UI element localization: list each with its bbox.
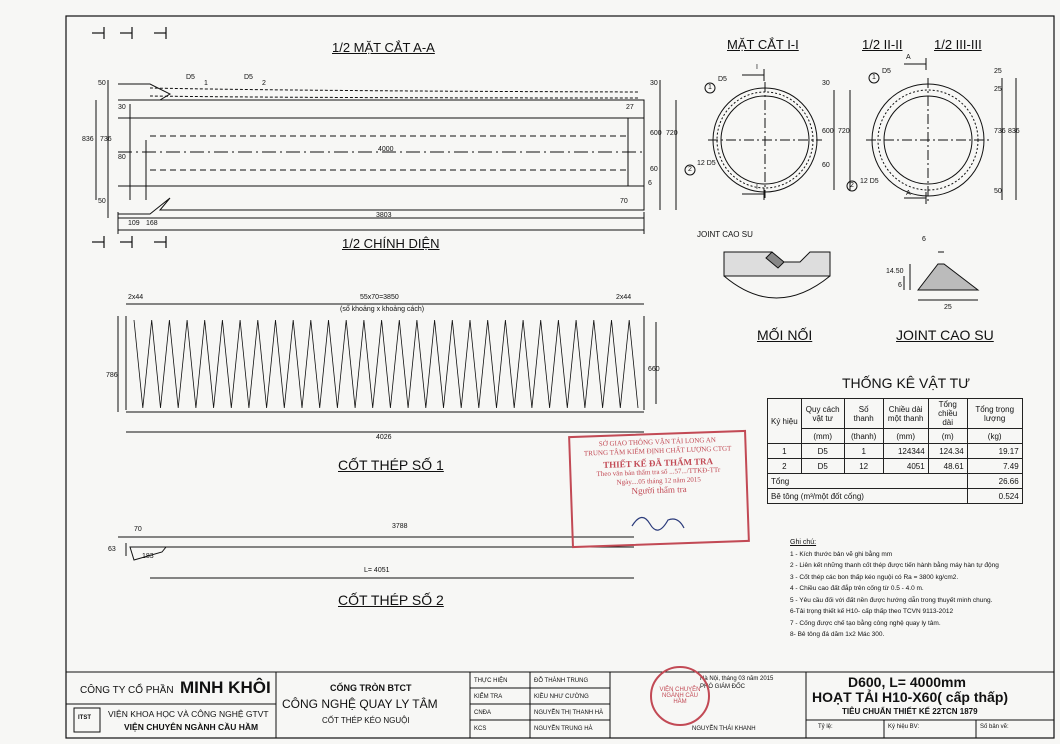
table-cell: 2 [768,459,802,474]
table-cell: 4051 [883,459,928,474]
concrete-value: 0.524 [967,489,1022,504]
table-cell: 12 [844,459,883,474]
rubber-dim-25: 25 [944,304,952,311]
rebar2-3788: 3788 [392,523,408,530]
note-item: 4 - Chiều cao đất đắp trên cống từ 0.5 - 4.0 m. [790,585,924,592]
section-markers-bottom [92,236,166,248]
dim-50-bottom: 50 [98,198,106,205]
note-item: 6-Tải trọng thiết kế H10- cấp thấp theo TCVN 9113-2012 [790,608,954,615]
rebar2-70: 70 [134,526,142,533]
rebar1-pitch: 55x70=3850 [360,294,399,301]
scale-label: Tỷ lệ: [818,724,833,730]
dim-736-left: 736 [100,136,112,143]
rebar-1-zigzag-lines [134,320,638,408]
dim-4000: 4000 [378,146,394,153]
rebar-1-title: CỐT THÉP SỐ 1 [338,457,444,473]
rebar1-end-b: 2x44 [616,294,632,301]
center-name: VIỆN CHUYÊN NGÀNH CẦU HẦM [124,722,259,732]
rubber-joint-title: JOINT CAO SU [896,327,994,343]
section-i-num-2: 2 [688,166,692,173]
section-i-i-title: MẶT CẮT I-I [727,37,799,52]
rebar1-660: 660 [648,366,660,373]
header-code: Ký hiệu [768,399,802,444]
section-ii-ii-title: 1/2 II-II [862,37,903,52]
notes-title: Ghi chú: [790,539,817,546]
product-line-2: CÔNG NGHỆ QUAY LY TÂM [282,697,438,711]
concrete-label: Bê tông (m³/một đốt cống) [768,489,968,504]
dim-30-right: 30 [650,80,658,87]
rebar-num-2: 2 [262,80,266,87]
rebar2-length: L= 4051 [364,567,390,574]
dim-27: 27 [626,104,634,111]
approval-date: Hà Nội, tháng 03 năm 2015 [700,676,774,682]
total-label: Tổng [768,474,968,489]
dim-109: 109 [128,220,140,227]
rebar2-183: 183 [142,553,154,560]
rubber-joint-profile [904,252,978,300]
dim-30-left: 30 [118,104,126,111]
table-cell: 1 [844,444,883,459]
role-1: THỰC HIỆN [474,678,508,684]
table-cell: 19.17 [967,444,1022,459]
stamp-line-3: THIẾT KẾ ĐÃ THẨM TRA [602,456,714,470]
header-count: Số thanh [844,399,883,429]
unit-count: (thanh) [844,429,883,444]
section-i-600: 600 [822,128,834,135]
dim-3803: 3803 [376,212,392,219]
institute-seal [650,666,710,726]
product-line-3: CỐT THÉP KÉO NGUỘI [322,716,410,725]
role-4: KCS [474,726,487,732]
note-item: 1 - Kích thước bản vẽ ghi bằng mm [790,550,893,558]
section-iii-iii-title: 1/2 III-III [934,37,982,52]
dim-80-left: 80 [118,154,126,161]
section-ii-a-bottom: A [906,190,911,197]
rebar2-63: 63 [108,546,116,553]
dim-836-left: 836 [82,136,94,143]
drawing-title-1: D600, L= 4000mm [848,674,966,690]
material-stats-table [767,398,1023,504]
company-label: CÔNG TY CỔ PHẦN [80,685,174,696]
drawing-title-2: HOẠT TẢI H10-X60( cấp thấp) [812,689,1009,705]
table-unit-row [768,429,1023,444]
section-i-marker-bottom: I [756,184,758,191]
role-3: CNĐA [474,710,492,716]
unit-total-length: (m) [928,429,967,444]
stamp-line-5: Ngày....05 tháng 12 năm 2015 [616,475,701,487]
rebar-d5-label-2: D5 [244,74,253,81]
unit-spec: (mm) [801,429,844,444]
section-ii-50: 50 [994,188,1002,195]
table-cell: 124344 [883,444,928,459]
company-name: MINH KHÔI [180,678,271,697]
table-header-row [768,399,1023,429]
rebar1-4026: 4026 [376,434,392,441]
rubber-dim-1450: 14.50 [886,268,904,275]
note-item: 8- Bê tông đá dăm 1x2 Mác 300. [790,631,885,638]
table-row [768,459,1023,474]
table-cell: 124.34 [928,444,967,459]
stamp-line-2: TRUNG TÂM KIỂM ĐỊNH CHẤT LƯỢNG CTGT [583,444,732,458]
table-cell: 1 [768,444,802,459]
rebar-d5-label: D5 [186,74,195,81]
section-i-720: 720 [838,128,850,135]
note-item: 7 - Cống được chế tạo bằng công nghệ quay ly tâm. [790,619,941,627]
joint-title: MỐI NỐI [757,327,813,343]
note-item: 5 - Yêu cầu đối với đất nền được hướng dẫn trong thuyết minh chung. [790,596,993,604]
section-ii-num-2: 2 [850,182,854,189]
rebar-1-spiral [118,304,656,432]
table-row [768,444,1023,459]
section-markers-top [92,27,166,39]
role-2: KIỂM TRA [474,694,503,700]
table-cell: 7.49 [967,459,1022,474]
header-length-each: Chiều dài một thanh [883,399,928,429]
seal-text: VIỆN CHUYÊN NGÀNH CẦU HẦM [659,687,701,705]
drawing-code-label: Ký hiệu BV: [888,724,920,730]
dim-168: 168 [146,220,158,227]
table-cell: 48.61 [928,459,967,474]
rebar1-pitch-note: (số khoảng x khoảng cách) [340,306,425,313]
section-ii-num-1: 1 [872,74,876,81]
joint-callout: JOINT CAO SU [697,230,753,239]
section-ii-d5: D5 [882,68,891,75]
header-spec: Quy cách vật tư [801,399,844,429]
section-ii-a-top: A [906,54,911,61]
dim-60-right: 60 [650,166,658,173]
dim-600-right: 600 [650,130,662,137]
stamp-line-6: Người thẩm tra [631,484,687,496]
signature-mark [628,506,688,536]
rubber-dim-6-side: 6 [898,282,902,289]
table-concrete-row [768,489,1023,504]
table-cell: D5 [801,444,844,459]
section-ii-736: 736 [994,128,1006,135]
unit-length: (mm) [883,429,928,444]
rebar-2-title: CỐT THÉP SỐ 2 [338,592,444,608]
dim-50-top: 50 [98,80,106,87]
stamp-line-4: Theo văn bản thẩm tra số ...57.../TTKĐ-TTr [596,465,721,479]
stats-title: THỐNG KÊ VẬT TƯ [842,375,971,391]
section-aa-title: 1/2 MẶT CẮT A-A [332,40,435,55]
name-1: ĐỖ THÀNH TRUNG [534,678,589,684]
product-line-1: CỐNG TRÒN BTCT [330,683,412,693]
header-total-weight: Tổng trọng lượng [967,399,1022,429]
section-i-marker: I [756,64,758,71]
section-i-60: 60 [822,162,830,169]
dim-720-right: 720 [666,130,678,137]
dim-70: 70 [620,198,628,205]
logo-text: ITST [78,715,91,721]
unit-weight: (kg) [967,429,1022,444]
sheet-number-label: Số bản vẽ: [980,724,1009,730]
section-ii-25-top: 25 [994,68,1002,75]
section-i-12d5: 12 D5 [697,160,716,167]
front-view-title: 1/2 CHÍNH DIỆN [342,236,440,251]
table-total-row [768,474,1023,489]
note-item: 2 - Liên kết những thanh cốt thép được tiến hành bằng máy hàn tự động [790,562,999,569]
pipe-longitudinal-section [96,80,676,234]
name-2: KIỀU NHƯ CƯỜNG [534,694,589,700]
spiral-zigzag-path [134,320,638,408]
joint-detail [724,252,830,298]
section-i-30: 30 [822,80,830,87]
stamp-line-1: SỞ GIAO THÔNG VẬN TẢI LONG AN [598,435,716,449]
header-total-length: Tổng chiều dài [928,399,967,429]
design-standard: TIÊU CHUẨN THIẾT KẾ 22TCN 1879 [842,707,978,716]
director-name: NGUYỄN THÁI KHANH [692,726,756,732]
rebar1-end-a: 2x44 [128,294,144,301]
section-i-num-1: 1 [708,84,712,91]
total-value: 26.66 [967,474,1022,489]
notes-block [790,537,999,641]
rebar-num-1: 1 [204,80,208,87]
rebar1-786: 786 [106,372,118,379]
note-item: 3 - Cốt thép các bon thấp kéo nguội có Ra = 3800 kg/cm2. [790,573,959,581]
name-3: NGUYỄN THỊ THANH HÀ [534,710,604,716]
director-role: PHÓ GIÁM ĐỐC [700,684,746,690]
institute-name: VIỆN KHOA HỌC VÀ CÔNG NGHỆ GTVT [108,709,269,719]
rubber-dim-6-top: 6 [922,236,926,243]
dim-6: 6 [648,180,652,187]
table-cell: D5 [801,459,844,474]
section-ii-25-mid: 25 [994,86,1002,93]
section-ii-836: 836 [1008,128,1020,135]
name-4: NGUYỄN TRUNG HÀ [534,726,593,732]
section-ii-12d5: 12 D5 [860,178,879,185]
section-i-d5: D5 [718,76,727,83]
